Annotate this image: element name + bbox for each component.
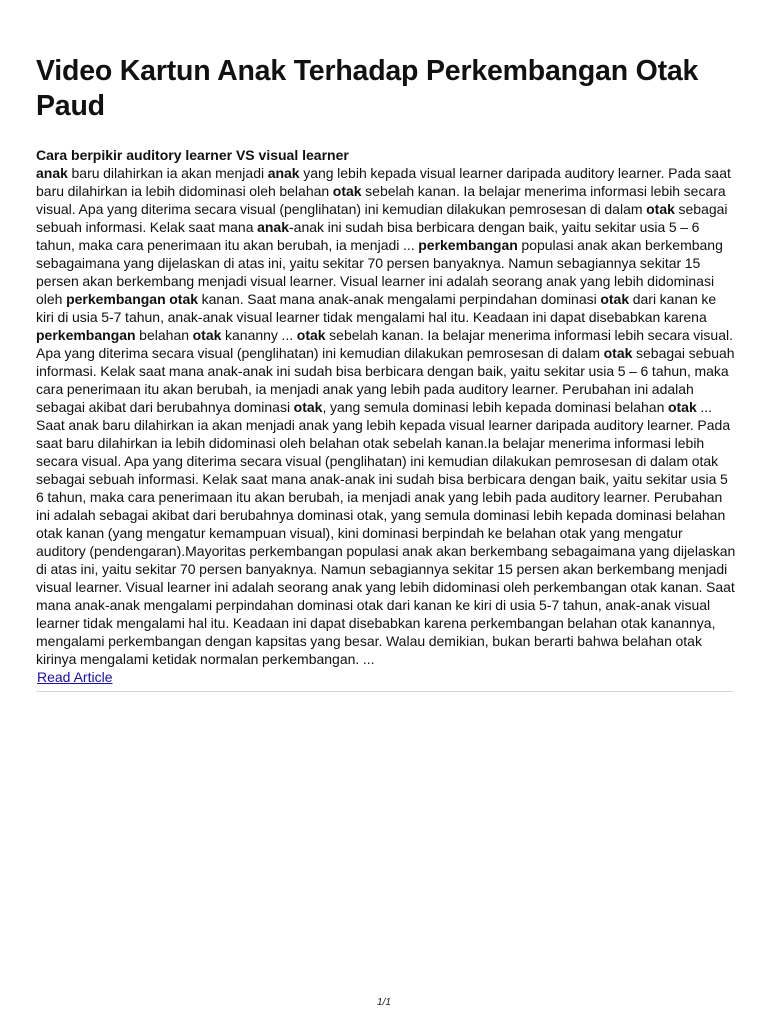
highlighted-term: otak (646, 201, 675, 217)
snippet-text: kananny ... (221, 327, 297, 343)
snippet-text: -anak ini sudah bisa berbicara dengan baik, yaitu sekitar usia 5 – 6 tahun, maka cara penerimaan itu akan berubah, ia menjadi ... (36, 219, 700, 253)
snippet-text: sebagai sebuah informasi. Kelak saat mana (36, 201, 728, 235)
highlighted-term: otak (192, 327, 222, 343)
snippet-text: sebelah kanan. Ia belajar menerima informasi lebih secara visual. Apa yang diterima secara visual (penglihatan) ini kemudian dilakukan pemrosesan di dalam (36, 327, 733, 361)
highlighted-term: anak (36, 165, 68, 181)
divider (36, 691, 733, 692)
snippet-text: kanan. Saat mana anak-anak mengalami perpindahan dominasi (198, 291, 601, 307)
highlighted-term: perkembangan otak (66, 291, 199, 307)
snippet-text: dari kanan ke kiri di usia 5-7 tahun, anak-anak visual learner tidak mengalami hal itu. Keadaan ini dapat disebabkan karena (36, 291, 717, 325)
highlighted-term: otak (600, 291, 630, 307)
snippet-text: sebagai sebuah informasi. Kelak saat mana anak-anak ini sudah bisa berbicara dengan baik, yaitu sekitar usia 5 – 6 tahun, maka cara penerimaan itu akan berubah, ia menjadi anak yang lebih pada auditory learner. Perubahan ini adalah sebagai akibat dari berubahnya dominasi (36, 345, 735, 415)
read-article-link[interactable]: Read Article (37, 669, 113, 685)
highlighted-term: perkembangan (36, 327, 136, 343)
snippet-text: , yang semula dominasi lebih kepada dominasi belahan (322, 399, 668, 415)
snippet-text: sebelah kanan. Ia belajar menerima informasi lebih secara visual. Apa yang diterima secara visual (penglihatan) ini kemudian dilakukan pemrosesan di dalam (36, 183, 726, 217)
article-body: Saat anak baru dilahirkan ia akan menjadi anak yang lebih kepada visual learner daripada auditory learner. Pada saat baru dilahirkan ia lebih didominasi oleh belahan otak sebelah kanan.Ia belajar menerima informasi lebih secara visual. Apa yang diterima secara visual (penglihatan) ini kemudian dilakukan pemrosesan di dalam otak sebagai sebuah informasi. Kelak saat mana anak-anak ini sudah bisa berbicara dengan baik, yaitu sekitar usia 5 6 tahun, maka cara penerimaan itu akan berubah, ia menjadi anak yang lebih pada auditory learner. Perubahan ini adalah sebagai akibat dari berubahnya dominasi otak, yang semula dominasi lebih kepada dominasi belahan otak kanan (yang mengatur kemampuan visual), kini dominasi berpindah ke belahan otak yang mengatur auditory (pendengaran).Mayoritas perkembangan populasi anak akan berkembang sebagaimana yang dijelaskan di atas ini, yaitu sekitar 70 persen banyaknya. Namun sebagiannya sekitar 15 persen akan berkembang menjadi visual learner. Visual learner ini adalah seorang anak yang lebih didominasi oleh perkembangan otak kanan. Saat mana anak-anak mengalami perpindahan dominasi otak dari kanan ke kiri di usia 5-7 tahun, anak-anak visual learner tidak mengalami hal itu. Keadaan ini dapat disebabkan karena perkembangan belahan otak kanannya, mengalami perkembangan dengan kapsitas yang besar. Walau demikian, bukan berarti bahwa belahan otak kirinya mengalami ketidak normalan perkembangan. ... (36, 417, 736, 667)
snippet-text: populasi anak akan berkembang sebagaimana yang dijelaskan di atas ini, yaitu sekitar 70 persen banyaknya. Namun sebagiannya sekitar 15 persen akan berkembang menjadi visual learner. Visual learner ini adalah seorang anak yang lebih didominasi oleh (36, 237, 723, 307)
section-heading: Cara berpikir auditory learner VS visual learner (36, 147, 349, 163)
highlighted-term: otak (667, 399, 697, 415)
highlighted-term: otak (332, 183, 362, 199)
highlighted-term: anak (257, 219, 289, 235)
highlighted-term: perkembangan (418, 237, 518, 253)
snippet-text: belahan (135, 327, 193, 343)
snippet-text: ... (696, 399, 713, 415)
highlighted-term: otak (293, 399, 323, 415)
highlighted-term: otak (296, 327, 326, 343)
snippet-text: baru dilahirkan ia akan menjadi (67, 165, 268, 181)
highlighted-term: anak (267, 165, 300, 181)
article-snippet (36, 164, 736, 416)
page-title: Video Kartun Anak Terhadap Perkembangan Otak Paud (36, 55, 699, 122)
snippet-text: yang lebih kepada visual learner daripada auditory learner. Pada saat baru dilahirkan ia lebih didominasi oleh belahan (36, 165, 731, 199)
highlighted-term: otak (603, 345, 633, 361)
document-page (36, 54, 736, 692)
page-number: 1/1 (377, 997, 391, 1008)
